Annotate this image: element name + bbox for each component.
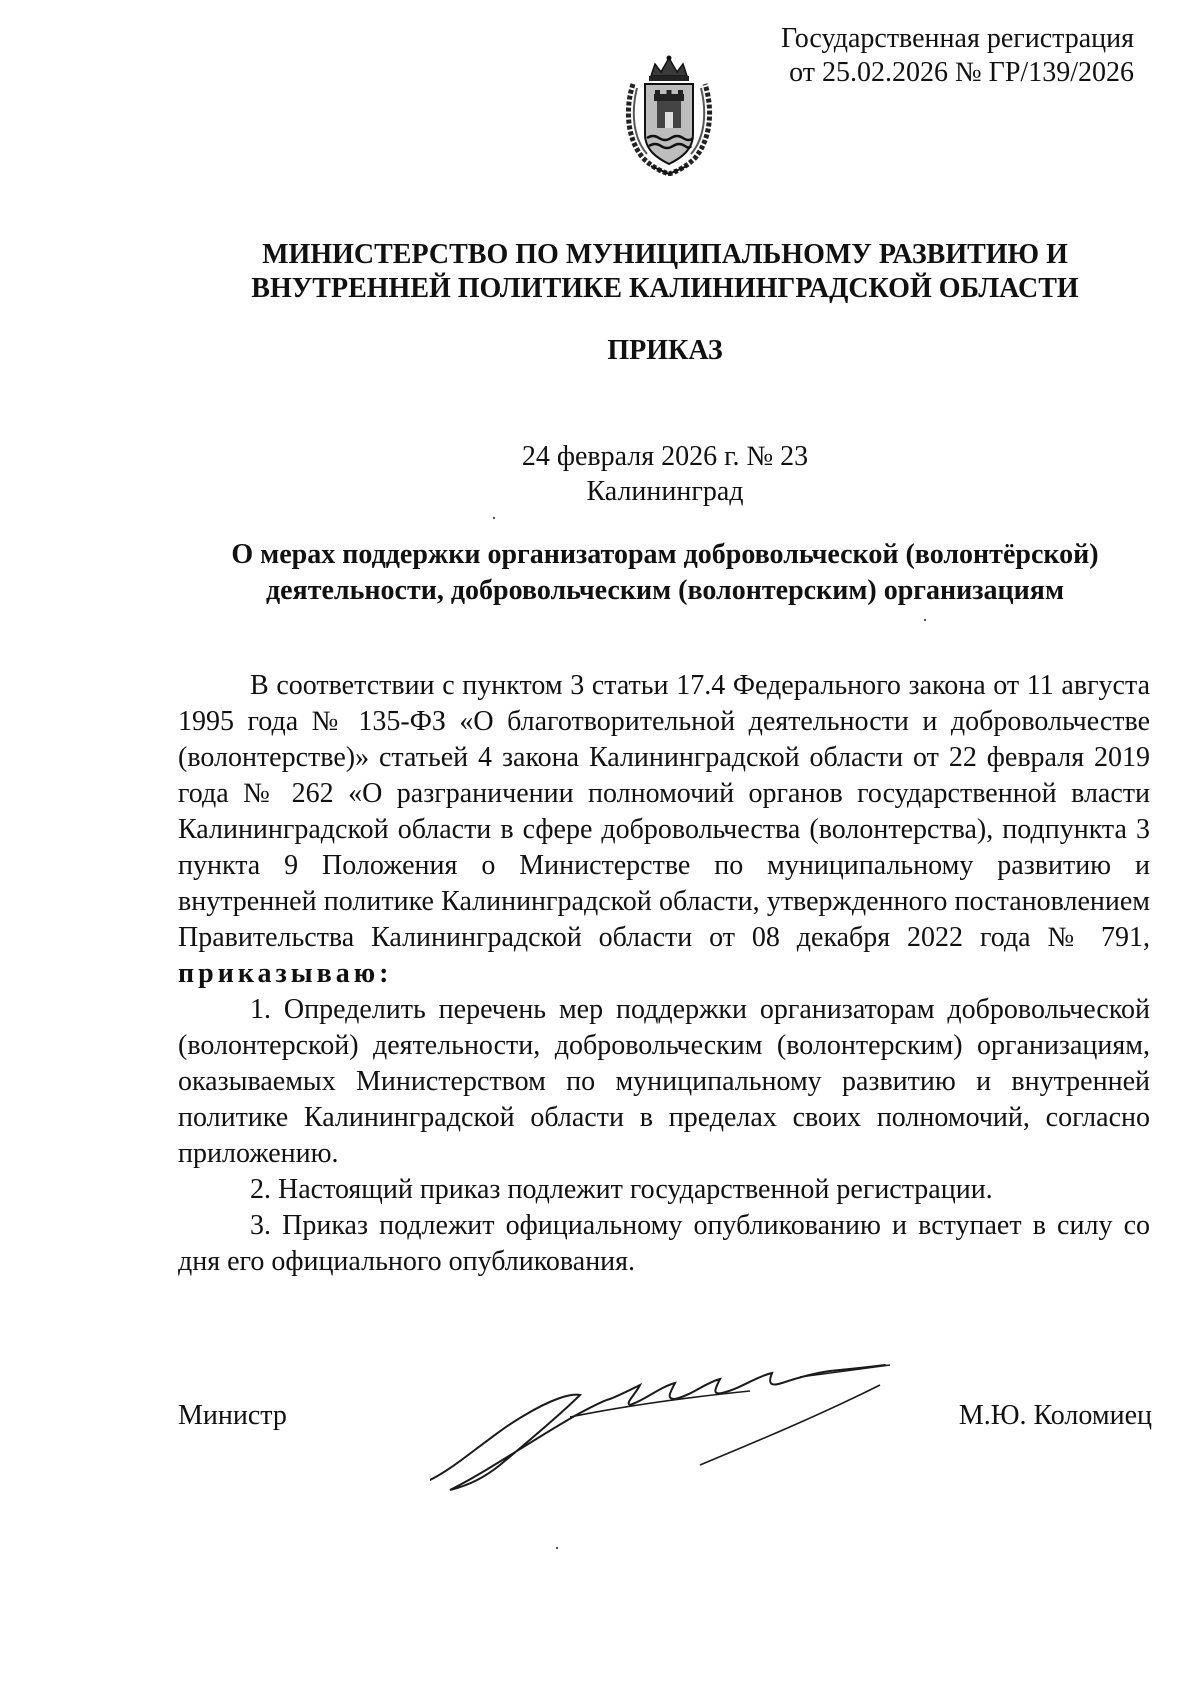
coat-of-arms-icon — [621, 54, 717, 176]
order-word: приказываю: — [178, 958, 393, 989]
signer-name: М.Ю. Коломиец — [958, 1400, 1152, 1431]
order-item-3: 3. Приказ подлежит официальному опубликованию и вступает в силу со дня его официального опубликования. — [178, 1210, 1150, 1277]
subject-line-2: деятельности, добровольческим (волонтерским) организациям — [265, 575, 1065, 606]
handwritten-signature — [430, 1355, 950, 1505]
preamble-paragraph — [178, 668, 1150, 992]
order-item-2: 2. Настоящий приказ подлежит государственной регистрации. — [250, 1174, 993, 1205]
registration-stamp — [714, 22, 1134, 90]
ministry-line-1: МИНИСТЕРСТВО ПО МУНИЦИПАЛЬНОМУ РАЗВИТИЮ И — [262, 239, 1068, 270]
ministry-name — [120, 238, 1200, 306]
ministry-line-2: ВНУТРЕННЕЙ ПОЛИТИКЕ КАЛИНИНГРАДСКОЙ ОБЛАСТИ — [251, 273, 1079, 304]
registration-line-2: от 25.02.2026 № ГР/139/2026 — [789, 57, 1134, 88]
signer-title: Министр — [178, 1400, 287, 1431]
subject-line-1: О мерах поддержки организаторам добровольческой (волонтёрской) — [231, 539, 1099, 570]
document-type: ПРИКАЗ — [607, 335, 723, 366]
order-date-number: 24 февраля 2026 г. № 23 — [521, 441, 809, 472]
order-subject — [170, 537, 1160, 609]
order-body — [178, 668, 1150, 1280]
order-city: Калининград — [586, 476, 744, 507]
registration-line-1: Государственная регистрация — [781, 23, 1134, 54]
preamble-text: В соответствии с пунктом 3 статьи 17.4 Федерального закона от 11 августа 1995 года № 135-ФЗ «О благотворительной деятельности и добровольчестве (волонтерстве)» статьей 4 закона Калининградской области от 22 февраля 2019 года № 262 «О разграничении полномочий органов государственной власти Калининградской области в сфере добровольчества (волонтерства), подпункта 3 пункта 9 Положения о Министерстве по муниципальному развитию и внутренней политике Калининградской области, утвержденного постановлением Правительства Калининградской области от 08 декабря 2022 года № 791, — [178, 670, 1150, 953]
order-item-1: 1. Определить перечень мер поддержки организаторам добровольческой (волонтерской) деятельности, добровольческим (волонтерским) организациям, оказываемых Министерством по муниципальному развитию и внутренней политике Калининградской области в пределах своих полномочий, согласно приложению. — [178, 994, 1150, 1169]
